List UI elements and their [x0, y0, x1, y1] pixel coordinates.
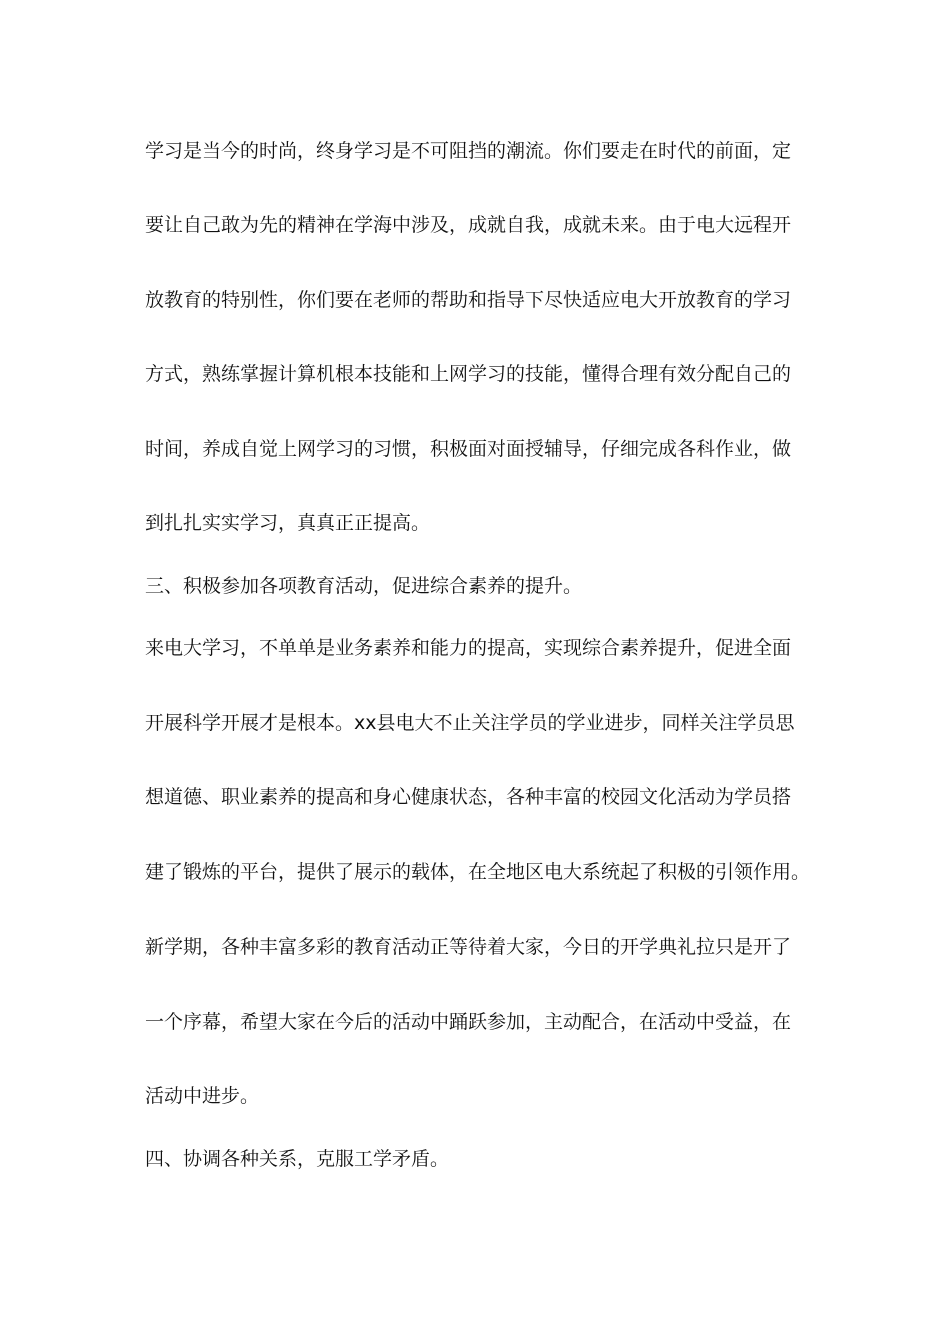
section-heading: 四、协调各种关系，克服工学矛盾。: [145, 1148, 450, 1170]
paragraph-line: 来电大学习，不单单是业务素养和能力的提高，实现综合素养提升，促进全面: [145, 637, 792, 659]
paragraph-line: 一个序幕，希望大家在今后的活动中踊跃参加，主动配合，在活动中受益，在: [145, 1011, 792, 1033]
paragraph-line: 方式，熟练掌握计算机根本技能和上网学习的技能，懂得合理有效分配自己的: [145, 363, 792, 385]
paragraph-line: 学习是当今的时尚，终身学习是不可阻挡的潮流。你们要走在时代的前面，定: [145, 140, 792, 162]
paragraph-line: 到扎扎实实学习，真真正正提高。: [145, 512, 431, 534]
paragraph-line: 开展科学开展才是根本。xx县电大不止关注学员的学业进步，同样关注学员思: [145, 712, 795, 734]
paragraph-line: 想道德、职业素养的提高和身心健康状态，各种丰富的校园文化活动为学员搭: [145, 786, 792, 808]
section-heading: 三、积极参加各项教育活动，促进综合素养的提升。: [145, 575, 583, 597]
paragraph-line: 放教育的特别性，你们要在老师的帮助和指导下尽快适应电大开放教育的学习: [145, 289, 792, 311]
paragraph-line: 时间，养成自觉上网学习的习惯，积极面对面授辅导，仔细完成各科作业，做: [145, 438, 792, 460]
paragraph-line: 建了锻炼的平台，提供了展示的载体，在全地区电大系统起了积极的引领作用。: [145, 861, 811, 883]
paragraph-line: 新学期，各种丰富多彩的教育活动正等待着大家，今日的开学典礼拉只是开了: [145, 936, 792, 958]
paragraph-line: 活动中进步。: [145, 1085, 260, 1107]
paragraph-line: 要让自己敢为先的精神在学海中涉及，成就自我，成就未来。由于电大远程开: [145, 214, 792, 236]
